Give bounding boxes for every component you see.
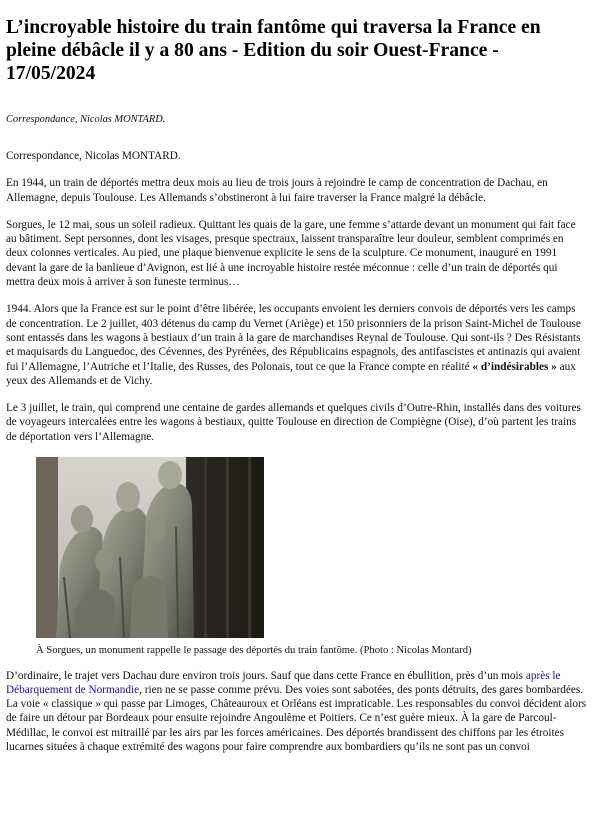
article-title: L’incroyable histoire du train fantôme qui traversa la France en pleine débâcle il y a 80 ans - Edition du soir Ouest-France - 17/05/2024 <box>6 17 541 84</box>
debarquement-link[interactable]: après le Débarquement de Normandie <box>6 669 561 696</box>
paragraph-4: Le 3 juillet, le train, qui comprend une centaine de gardes allemands et quelques civils d’Outre-Rhin, installés dans des voitures de voyageurs intercalées entre les wagons à bestiaux, quitte Toulouse en direction de Compiègne (Oise), d’où partent les trains de déportation vers l’Allemagne. <box>6 402 581 443</box>
monument-photo-image <box>36 457 264 638</box>
paragraph-3 <box>6 302 588 388</box>
paragraph-3-text-a: 1944. Alors que la France est sur le point d’être libérée, les occupants envoient les derniers convois de déportés vers les camps de concentration. Le 2 juillet, 403 détenus du camp du Vernet (Ariège) et 150 prisonniers de la prison Saint-Michel de Toulouse sont entassés dans les wagons à bestiaux d’un train à la gare de marchandises Reynal de Toulouse. Qui sont-ils ? Des Résistants et maquisards du Languedoc, des Cévennes, des Pyrénées, des Républicains espagnols, des antifascistes et antinazis qui avaient fui l’Allemagne, l’Autriche et l’Italie, des Russes, des Polonais, tout ce que la France compte en réalité <box>6 303 581 373</box>
byline: Correspondance, Nicolas MONTARD. <box>6 150 181 162</box>
monument-photo <box>36 457 264 638</box>
paragraph-5 <box>6 669 588 755</box>
indesirables-bold: « d’indésirables » <box>472 360 557 373</box>
photo-caption: À Sorgues, un monument rappelle le passage des déportés du train fantôme. (Photo : Nicolas Montard) <box>36 645 472 657</box>
paragraph-3-text-b: aux yeux des Allemands et de Vichy. <box>6 360 576 387</box>
paragraph-2: Sorgues, le 12 mai, sous un soleil radieux. Quittant les quais de la gare, une femme s’attarde devant un monument qui fait face au bâtiment. Sept personnes, dont les visages, presque spectraux, laissent transparaître leur douleur, semblent comprimés en deux colonnes verticales. Au pied, une plaque bienvenue explicite le sens de la sculpture. Ce monument, inauguré en 1991 devant la gare de la banlieue d’Avignon, est lié à une incroyable histoire restée méconnue : celle d’un train de déportés qui mettra deux mois à arriver à son funeste terminus… <box>6 218 576 289</box>
paragraph-1: En 1944, un train de déportés mettra deux mois au lieu de trois jours à rejoindre le camp de concentration de Dachau, en Allemagne, depuis Toulouse. Les Allemands s’obstineront à lui faire traverser la France malgré la débâcle. <box>6 177 548 204</box>
paragraph-5-text-b: , rien ne se passe comme prévu. Des voies sont sabotées, des ponts détruits, des gares bombardées. La voie « classique » qui passe par Limoges, Châteauroux et Orléans est impraticable. Les responsables du convoi décident alors de faire un détour par Bordeaux pour ensuite rejoindre Angoulême et Poitiers. Ce n’est guère mieux. À la gare de Parcoul-Médillac, le convoi est mitraillé par les airs par les forces américaines. Des déportés brandissent des chiffons par les étroites lucarnes situées à chaque extrémité des wagons pour faire comprendre aux bombardiers qu’ils ne sont pas un convoi <box>6 683 587 754</box>
byline-italic: Correspondance, Nicolas MONTARD. <box>6 114 166 125</box>
paragraph-5-text-a: D’ordinaire, le trajet vers Dachau dure environ trois jours. Sauf que dans cette France en ébullition, près d’un mois <box>6 669 526 682</box>
